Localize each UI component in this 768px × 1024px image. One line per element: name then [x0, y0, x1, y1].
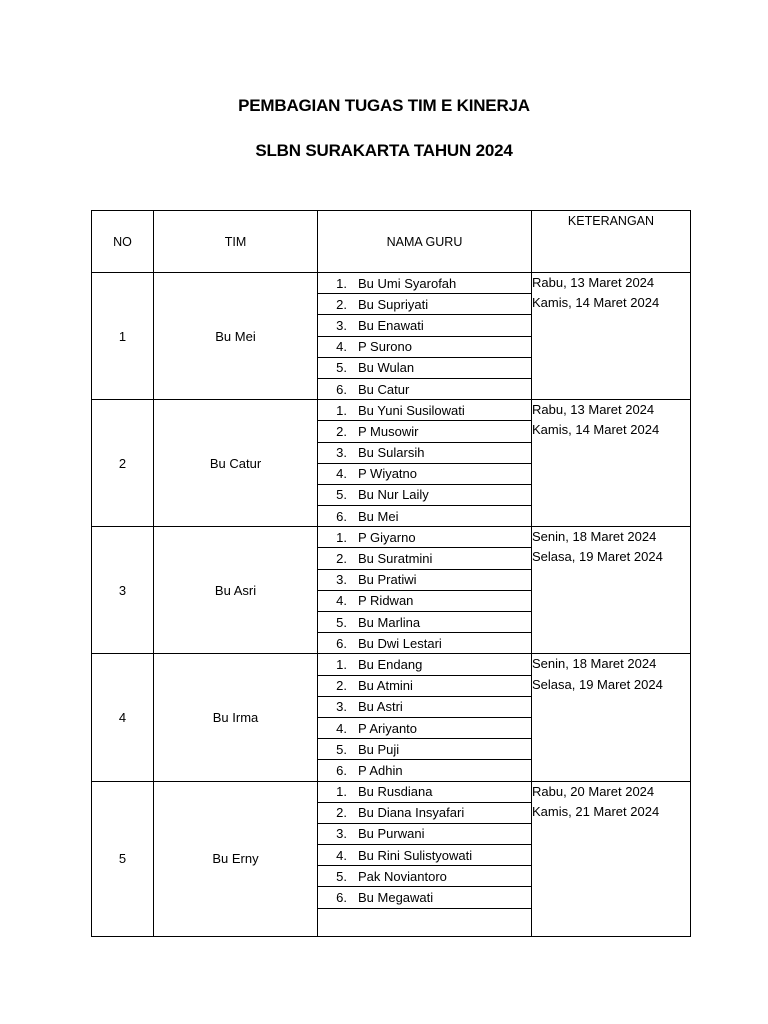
list-item — [318, 887, 531, 908]
list-number: 4. — [336, 339, 347, 355]
list-item — [318, 443, 531, 464]
schedule-date: Kamis, 21 Maret 2024 — [532, 803, 660, 819]
list-item — [318, 485, 531, 506]
list-number: 4. — [336, 720, 347, 736]
teacher-name: Bu Astri — [358, 699, 403, 715]
teacher-name: Bu Diana Insyafari — [358, 805, 465, 821]
teacher-name: P Adhin — [358, 762, 403, 778]
team-leader: Bu Asri — [154, 527, 318, 654]
list-item — [318, 612, 531, 633]
teacher-name: P Wiyatno — [358, 466, 418, 482]
list-item — [318, 845, 531, 866]
list-item — [318, 421, 531, 442]
teacher-list — [318, 527, 532, 654]
list-item — [318, 739, 531, 760]
teacher-name: Bu Wulan — [358, 360, 415, 376]
list-number: 5. — [336, 487, 347, 503]
list-number: 5. — [336, 868, 347, 884]
teacher-name: P Surono — [358, 339, 412, 355]
table-row — [92, 400, 691, 527]
team-number: 3 — [92, 527, 154, 654]
document-title: PEMBAGIAN TUGAS TIM E KINERJA — [238, 96, 530, 115]
list-item — [318, 697, 531, 718]
teacher-name: P Ridwan — [358, 593, 414, 609]
list-item — [318, 337, 531, 358]
teacher-name: Bu Megawati — [358, 890, 434, 906]
list-item — [318, 654, 531, 675]
schedule-date: Kamis, 14 Maret 2024 — [532, 295, 660, 311]
list-item — [318, 803, 531, 824]
header-nama-guru: NAMA GURU — [318, 211, 532, 273]
list-item — [318, 824, 531, 845]
list-item — [318, 400, 531, 421]
schedule-date: Rabu, 20 Maret 2024 — [532, 783, 655, 799]
teacher-list — [318, 273, 532, 400]
list-number: 4. — [336, 593, 347, 609]
list-number: 2. — [336, 551, 347, 567]
teacher-name: Bu Pratiwi — [358, 572, 417, 588]
teacher-name: Bu Umi Syarofah — [358, 275, 457, 291]
teacher-name: Bu Puji — [358, 741, 400, 757]
list-item — [318, 548, 531, 569]
list-number: 1. — [336, 275, 347, 291]
schedule-date: Rabu, 13 Maret 2024 — [532, 275, 655, 290]
table-body — [92, 273, 691, 937]
list-item — [318, 358, 531, 379]
list-item — [318, 633, 531, 653]
assignment-table — [91, 210, 691, 937]
teacher-name: Bu Dwi Lestari — [358, 635, 442, 651]
list-number: 1. — [336, 784, 347, 800]
list-item — [318, 294, 531, 315]
schedule-notes — [532, 527, 691, 654]
list-number: 6. — [336, 890, 347, 906]
schedule-date: Rabu, 13 Maret 2024 — [532, 402, 655, 418]
teacher-name: Bu Yuni Susilowati — [358, 402, 465, 418]
teacher-list — [318, 654, 532, 781]
schedule-date: Kamis, 14 Maret 2024 — [532, 422, 660, 438]
list-item — [318, 273, 531, 294]
teacher-name: Pak Noviantoro — [358, 868, 447, 884]
list-number: 3. — [336, 572, 347, 588]
schedule-notes — [532, 400, 691, 527]
list-item — [318, 506, 531, 526]
list-item — [318, 464, 531, 485]
teacher-name: Bu Catur — [358, 381, 410, 397]
list-number: 3. — [336, 699, 347, 715]
list-number: 6. — [336, 508, 347, 524]
list-number: 6. — [336, 762, 347, 778]
teacher-name: Bu Enawati — [358, 317, 424, 333]
teacher-name: Bu Atmini — [358, 678, 413, 694]
list-item — [318, 591, 531, 612]
teacher-name: Bu Endang — [358, 656, 423, 672]
list-item — [318, 527, 531, 548]
teacher-name: P Giyarno — [358, 529, 416, 545]
list-number: 3. — [336, 826, 347, 842]
table-row — [92, 527, 691, 654]
team-number: 1 — [92, 273, 154, 400]
schedule-notes — [532, 273, 691, 400]
team-leader: Bu Mei — [154, 273, 318, 400]
list-number: 1. — [336, 402, 347, 418]
list-number: 1. — [336, 529, 347, 545]
list-number: 3. — [336, 445, 347, 461]
teacher-name: Bu Supriyati — [358, 296, 429, 312]
table-row — [92, 781, 691, 936]
teacher-name: P Ariyanto — [358, 720, 418, 736]
list-number: 5. — [336, 614, 347, 630]
schedule-notes — [532, 654, 691, 781]
team-number: 2 — [92, 400, 154, 527]
team-leader: Bu Catur — [154, 400, 318, 527]
team-leader: Bu Erny — [154, 781, 318, 936]
table-row — [92, 654, 691, 781]
schedule-notes — [532, 781, 691, 936]
list-item — [318, 866, 531, 887]
list-number: 6. — [336, 635, 347, 651]
teacher-name: Bu Rini Sulistyowati — [358, 847, 473, 863]
teacher-name: Bu Purwani — [358, 826, 425, 842]
schedule-date: Senin, 18 Maret 2024 — [532, 529, 657, 545]
team-number: 5 — [92, 781, 154, 936]
list-item — [318, 782, 531, 803]
list-number: 1. — [336, 656, 347, 672]
list-number: 2. — [336, 805, 347, 821]
list-number: 6. — [336, 381, 347, 397]
list-number: 5. — [336, 741, 347, 757]
list-item — [318, 760, 531, 780]
teacher-name: Bu Suratmini — [358, 551, 433, 567]
table-row — [92, 273, 691, 400]
list-number: 3. — [336, 317, 347, 333]
list-item — [318, 315, 531, 336]
list-item — [318, 676, 531, 697]
table-header-row — [92, 211, 691, 273]
teacher-list — [318, 781, 532, 936]
header-keterangan: KETERANGAN — [532, 211, 691, 273]
teacher-name: Bu Sularsih — [358, 445, 425, 461]
teacher-name: P Musowir — [358, 423, 419, 439]
teacher-list — [318, 400, 532, 527]
header-no: NO — [92, 211, 154, 273]
document-subtitle: SLBN SURAKARTA TAHUN 2024 — [255, 141, 513, 160]
list-item — [318, 379, 531, 399]
teacher-name: Bu Mei — [358, 508, 399, 524]
list-number: 2. — [336, 678, 347, 694]
schedule-date: Selasa, 19 Maret 2024 — [532, 549, 663, 565]
list-number: 2. — [336, 296, 347, 312]
team-leader: Bu Irma — [154, 654, 318, 781]
list-number: 4. — [336, 466, 347, 482]
list-item — [318, 718, 531, 739]
list-item — [318, 570, 531, 591]
schedule-date: Selasa, 19 Maret 2024 — [532, 676, 663, 692]
schedule-date: Senin, 18 Maret 2024 — [532, 656, 657, 672]
team-number: 4 — [92, 654, 154, 781]
header-tim: TIM — [154, 211, 318, 273]
teacher-name: Bu Marlina — [358, 614, 421, 630]
teacher-name: Bu Nur Laily — [358, 487, 429, 503]
list-number: 5. — [336, 360, 347, 376]
list-number: 4. — [336, 847, 347, 863]
list-number: 2. — [336, 423, 347, 439]
teacher-name: Bu Rusdiana — [358, 784, 433, 800]
